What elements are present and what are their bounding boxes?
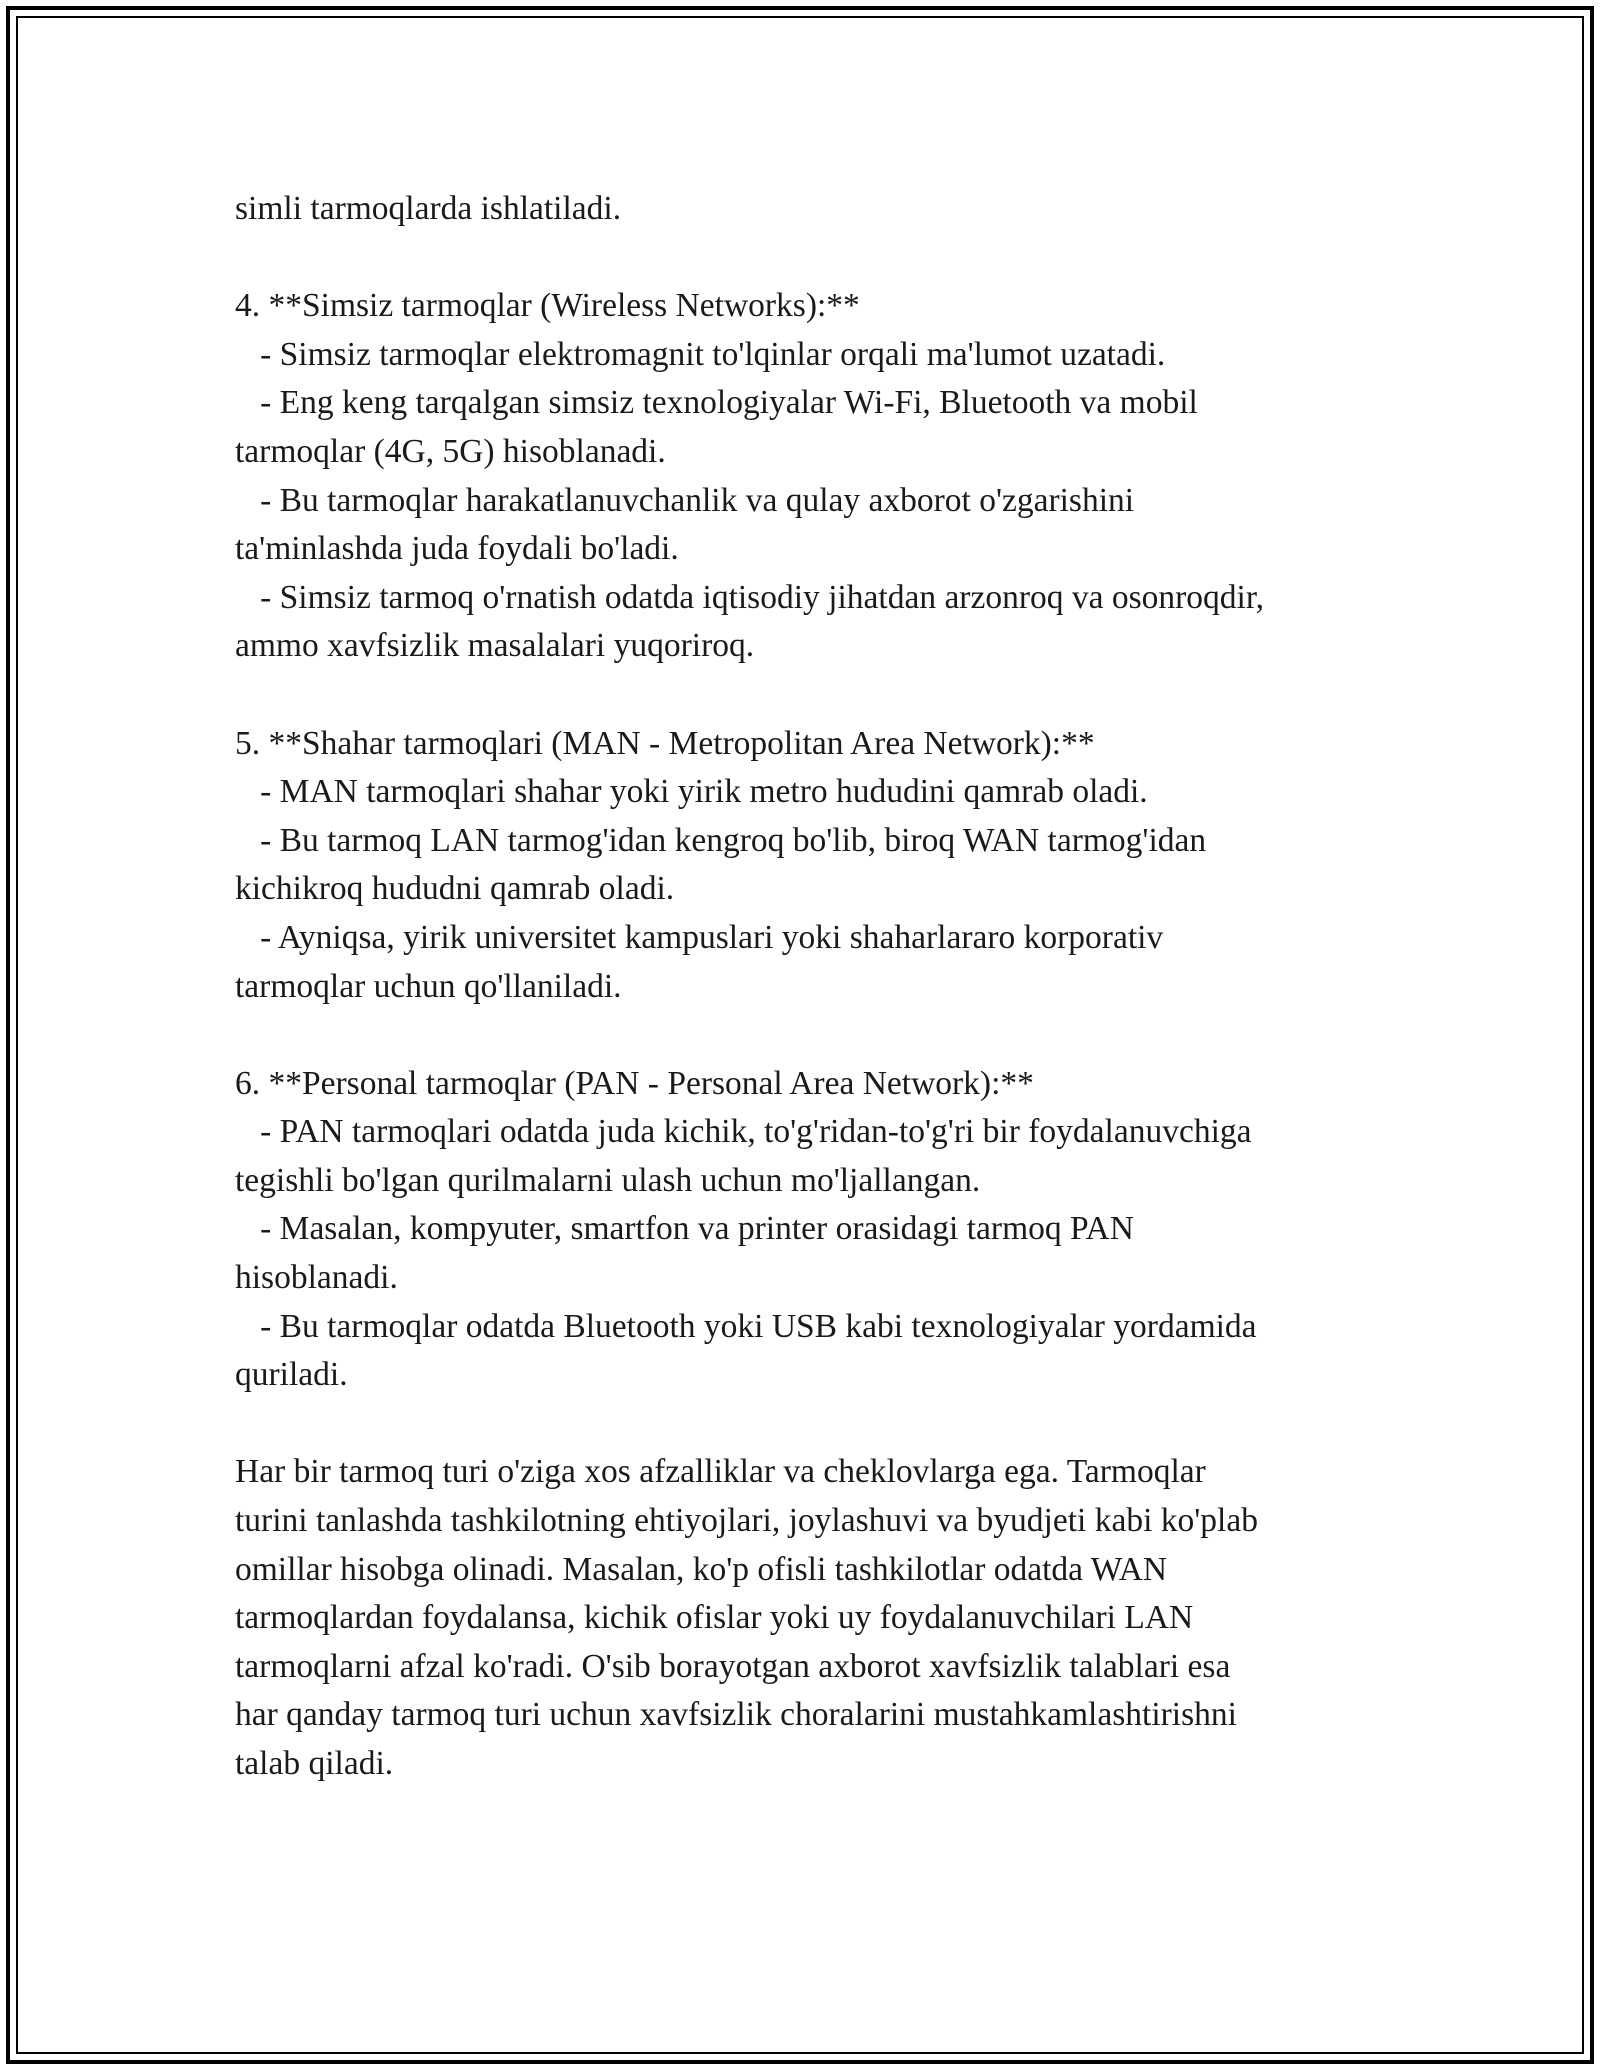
section-heading-pan: 6. **Personal tarmoqlar (PAN - Personal Area Network):** [235,1064,1034,1102]
section-line: - Ayniqsa, yirik universitet kampuslari yoki shaharlararo korporativ [235,918,1164,956]
section-line: ta'minlashda juda foydali bo'ladi. [235,530,679,568]
section-line: tarmoqlar (4G, 5G) hisoblanadi. [235,432,666,470]
section-line: - Masalan, kompyuter, smartfon va printer orasidagi tarmoq PAN [235,1210,1134,1248]
section-line: hisoblanadi. [235,1259,398,1297]
paragraph-gap [235,671,1385,720]
section-line: ammo xavfsizlik masalalari yuqoriroq. [235,627,755,665]
conclusion-line: tarmoqlarni afzal ko'radi. O'sib borayotgan axborot xavfsizlik talablari esa [235,1647,1231,1685]
paragraph-gap [235,234,1385,283]
conclusion-line: omillar hisobga olinadi. Masalan, ko'p ofisli tashkilotlar odatda WAN [235,1550,1168,1588]
section-line: - MAN tarmoqlari shahar yoki yirik metro hududini qamrab oladi. [235,773,1148,811]
conclusion-line: tarmoqlardan foydalansa, kichik ofislar yoki uy foydalanuvchilari LAN [235,1599,1194,1637]
section-heading-wireless: 4. **Simsiz tarmoqlar (Wireless Networks):** [235,287,860,325]
section-line: kichikroq hududni qamrab oladi. [235,870,675,908]
paragraph-gap [235,1400,1385,1449]
section-line: - PAN tarmoqlari odatda juda kichik, to'g'ridan-to'g'ri bir foydalanuvchiga [235,1113,1252,1151]
section-line: - Bu tarmoq LAN tarmog'idan kengroq bo'lib, biroq WAN tarmog'idan [235,821,1207,859]
document-body [235,185,1385,1789]
intro-tail: simli tarmoqlarda ishlatiladi. [235,190,622,227]
conclusion-line: har qanday tarmoq turi uchun xavfsizlik choralarini mustahkamlashtirishni [235,1696,1237,1734]
conclusion-line: talab qiladi. [235,1745,394,1782]
section-line: - Bu tarmoqlar odatda Bluetooth yoki USB kabi texnologiyalar yordamida [235,1307,1257,1345]
conclusion-line: turini tanlashda tashkilotning ehtiyojlari, joylashuvi va byudjeti kabi ko'plab [235,1502,1258,1540]
section-line: quriladi. [235,1356,348,1394]
section-line: tarmoqlar uchun qo'llaniladi. [235,967,622,1005]
section-line: - Simsiz tarmoqlar elektromagnit to'lqinlar orqali ma'lumot uzatadi. [235,335,1166,373]
section-line: - Simsiz tarmoq o'rnatish odatda iqtisodiy jihatdan arzonroq va osonroqdir, [235,578,1265,616]
section-line: - Bu tarmoqlar harakatlanuvchanlik va qulay axborot o'zgarishini [235,481,1135,519]
section-line: tegishli bo'lgan qurilmalarni ulash uchun mo'ljallangan. [235,1161,981,1199]
paragraph-gap [235,1011,1385,1060]
section-heading-man: 5. **Shahar tarmoqlari (MAN - Metropolitan Area Network):** [235,724,1095,762]
section-line: - Eng keng tarqalgan simsiz texnologiyalar Wi-Fi, Bluetooth va mobil [235,384,1198,422]
conclusion-line: Har bir tarmoq turi o'ziga xos afzalliklar va cheklovlarga ega. Tarmoqlar [235,1453,1206,1491]
